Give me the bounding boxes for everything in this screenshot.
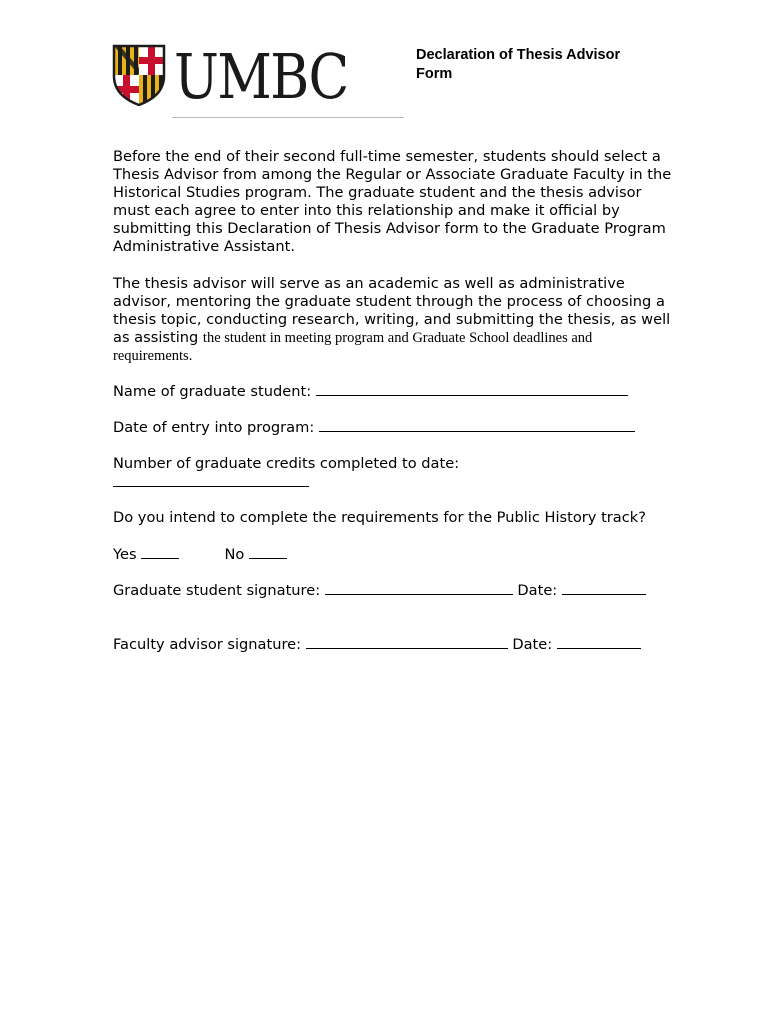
advisor-role-text: The thesis advisor will serve as an academic as well as administrative advisor, mentoring the graduate student through the process of choosing a thesis topic, conducting research, writing, and submitting the thesis, as well as assisting <box>113 275 671 346</box>
faculty-signature-label: Faculty advisor signature: <box>113 636 302 653</box>
credits-field-row <box>113 474 309 492</box>
student-signature-field[interactable] <box>325 582 513 595</box>
intro-paragraph: Before the end of their second full-time semester, students should select a Thesis Advisor from among the Regular or Associate Graduate Faculty in the Historical Studies program. The graduate student and the thesis advisor must each agree to enter into this relationship and make it official by submitting this Declaration of Thesis Advisor form to the Graduate Program Administrative Assistant. <box>113 148 672 255</box>
faculty-signature-row <box>113 636 641 654</box>
student-date-field[interactable] <box>562 582 646 595</box>
credits-label: Number of graduate credits completed to date: <box>113 455 460 472</box>
no-label: No <box>224 546 245 563</box>
public-history-question: Do you intend to complete the requirements for the Public History track? <box>113 509 646 526</box>
credits-row <box>113 455 459 473</box>
yes-field[interactable] <box>141 546 179 559</box>
advisor-role-paragraph <box>113 275 673 365</box>
faculty-signature-field[interactable] <box>306 636 508 649</box>
maryland-shield-icon <box>112 44 166 106</box>
yes-no-row <box>113 546 287 564</box>
yes-label: Yes <box>113 546 137 563</box>
student-date-label: Date: <box>517 582 558 599</box>
header-divider <box>172 117 404 118</box>
entry-date-field[interactable] <box>319 419 635 432</box>
logo-wordmark: UMBC <box>174 40 348 113</box>
form-title: Declaration of Thesis Advisor Form <box>416 47 621 82</box>
student-signature-row <box>113 582 646 600</box>
umbc-logo <box>112 40 372 113</box>
no-field[interactable] <box>249 546 287 559</box>
entry-date-label: Date of entry into program: <box>113 419 315 436</box>
credits-field[interactable] <box>113 474 309 487</box>
faculty-date-label: Date: <box>512 636 553 653</box>
entry-date-row <box>113 419 635 437</box>
student-name-label: Name of graduate student: <box>113 383 312 400</box>
student-name-row <box>113 383 628 401</box>
student-name-field[interactable] <box>316 383 628 396</box>
faculty-date-field[interactable] <box>557 636 641 649</box>
student-signature-label: Graduate student signature: <box>113 582 321 599</box>
advisor-role-text-serif: the student in meeting program and Graduate School deadlines and requirements. <box>113 330 593 364</box>
